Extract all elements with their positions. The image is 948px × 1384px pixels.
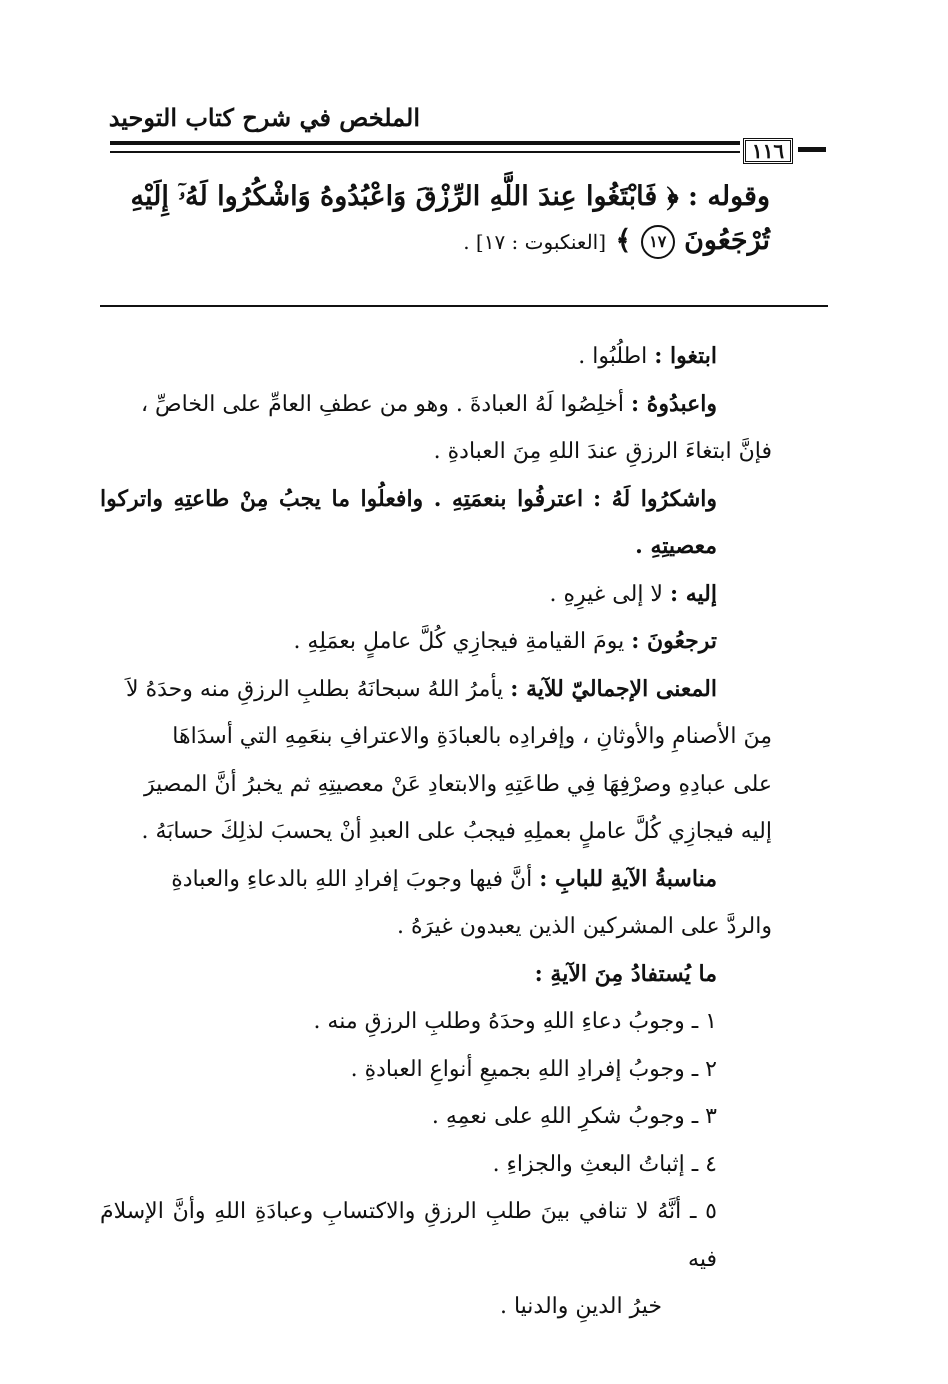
gloss-turjaun: [100, 618, 772, 666]
header-rule: [110, 141, 740, 145]
ayah-number-badge: ١٧: [641, 225, 675, 259]
page-number-bar: [798, 147, 826, 152]
page-number: ١١٦: [743, 138, 793, 164]
meaning-line-4: إليه فيجازِي كُلَّ عاملٍ بعملِهِ فيجبُ على العبدِ أنْ يحسبَ لذلِكَ حسابَهُ .: [141, 819, 772, 844]
gloss-text: اطلُبُوا .: [578, 344, 648, 369]
benefits-heading: [100, 951, 772, 999]
benefit-item: ١ ـ وجوبُ دعاءِ اللهِ وحدَهُ وطلبِ الرزقِ منه .: [313, 1009, 717, 1034]
gloss-washkuru: [100, 476, 772, 571]
gloss-text: لا إلى غيرِهِ .: [549, 581, 663, 607]
relevance-text: أنَّ فيها وجوبَ إفرادِ اللهِ بالدعاءِ والعبادةِ: [171, 866, 533, 892]
gloss-ibtaghu: [100, 333, 772, 381]
benefit-item: ٥ ـ أنَّهُ لا تنافي بينَ طلبِ الرزقِ والاكتسابِ وعبادَةِ اللهِ وأنَّ الإسلامَ فيه: [100, 1199, 717, 1272]
quranic-quote: [100, 175, 770, 264]
gloss-text: اعترفُوا بنعمَتِهِ . وافعلُوا ما يجبُ مِنْ طاعتِهِ واتركوا معصيتِهِ .: [100, 485, 717, 559]
meaning-text: يأمرُ اللهُ سبحانَهُ بطلبِ الرزقِ منه وحدَهُ لاَ: [126, 676, 504, 702]
meaning-term: المعنى الإجماليّ للآية :: [510, 675, 717, 702]
gloss-continuation: فإنَّ ابتغاءَ الرزقِ عندَ اللهِ مِنَ العبادةِ .: [433, 439, 772, 464]
commentary: [100, 333, 772, 1331]
gloss-waubuduhu: [100, 381, 772, 429]
benefit-item: ٢ ـ وجوبُ إفرادِ اللهِ بجميعِ أنواعِ العبادةِ .: [350, 1056, 717, 1082]
gloss-term: إليه :: [669, 580, 717, 607]
gloss-term: ترجعُونَ :: [631, 628, 717, 654]
quote-line-2: [100, 219, 770, 264]
relevance-line-2: والردَّ على المشركين الذين يعبدون غيرَهُ .: [397, 914, 772, 939]
gloss-text: يومَ القيامةِ فيجازِي كُلَّ عاملٍ بعمَلِهِ .: [293, 629, 625, 654]
gloss-text: أخلِصُوا لَهُ العبادةَ . وهو من عطفِ العامِّ على الخاصِّ ،: [140, 391, 625, 417]
benefit-item: ٣ ـ وجوبُ شكرِ اللهِ على نعمِهِ .: [431, 1104, 717, 1129]
gloss-term: واشكرُوا لَهُ :: [593, 485, 717, 512]
gloss-ilayhi: [100, 571, 772, 619]
benefit-item-continuation: خيرُ الدينِ والدنيا .: [499, 1294, 662, 1319]
running-title: الملخص في شرح كتاب التوحيد: [108, 103, 420, 132]
ayah-text-2: تُرْجَعُونَ: [684, 225, 770, 256]
meaning-line-1: [100, 666, 772, 714]
header-rule-thin: [110, 151, 740, 153]
ayah-reference: [العنكبوت : ١٧] .: [463, 230, 607, 254]
quote-lead: وقوله :: [688, 181, 770, 212]
quote-line-1: [100, 175, 770, 219]
relevance-line-1: [100, 856, 772, 904]
ayah-close: ﴾: [615, 225, 632, 256]
benefits-heading-text: ما يُستفادُ مِنَ الآيةِ :: [534, 960, 717, 987]
gloss-term: واعبدُوهُ :: [631, 390, 717, 417]
relevance-term: مناسبةُ الآيةِ للبابِ :: [539, 865, 717, 892]
meaning-line-3: على عبادِهِ وصرْفِهَا فِي طاعَتِهِ والابتعادِ عَنْ معصيتِهِ ثم يخبرُ أنَّ المصيرَ: [144, 771, 772, 797]
gloss-term: ابتغوا :: [654, 343, 717, 369]
benefit-item: ٤ ـ إثباتُ البعثِ والجزاءِ .: [492, 1151, 717, 1177]
section-rule: [100, 305, 828, 307]
ayah-text-1: ﴿ فَابْتَغُوا عِندَ اللَّهِ الرِّزْقَ وَاعْبُدُوهُ وَاشْكُرُوا لَهُۥٓ إِلَيْهِ: [130, 181, 679, 212]
meaning-line-2: مِنَ الأصنامِ والأوثانِ ، وإفرادِه بالعبادَةِ والاعترافِ بنعَمِهِ التي أسدَاهَا: [172, 724, 772, 749]
